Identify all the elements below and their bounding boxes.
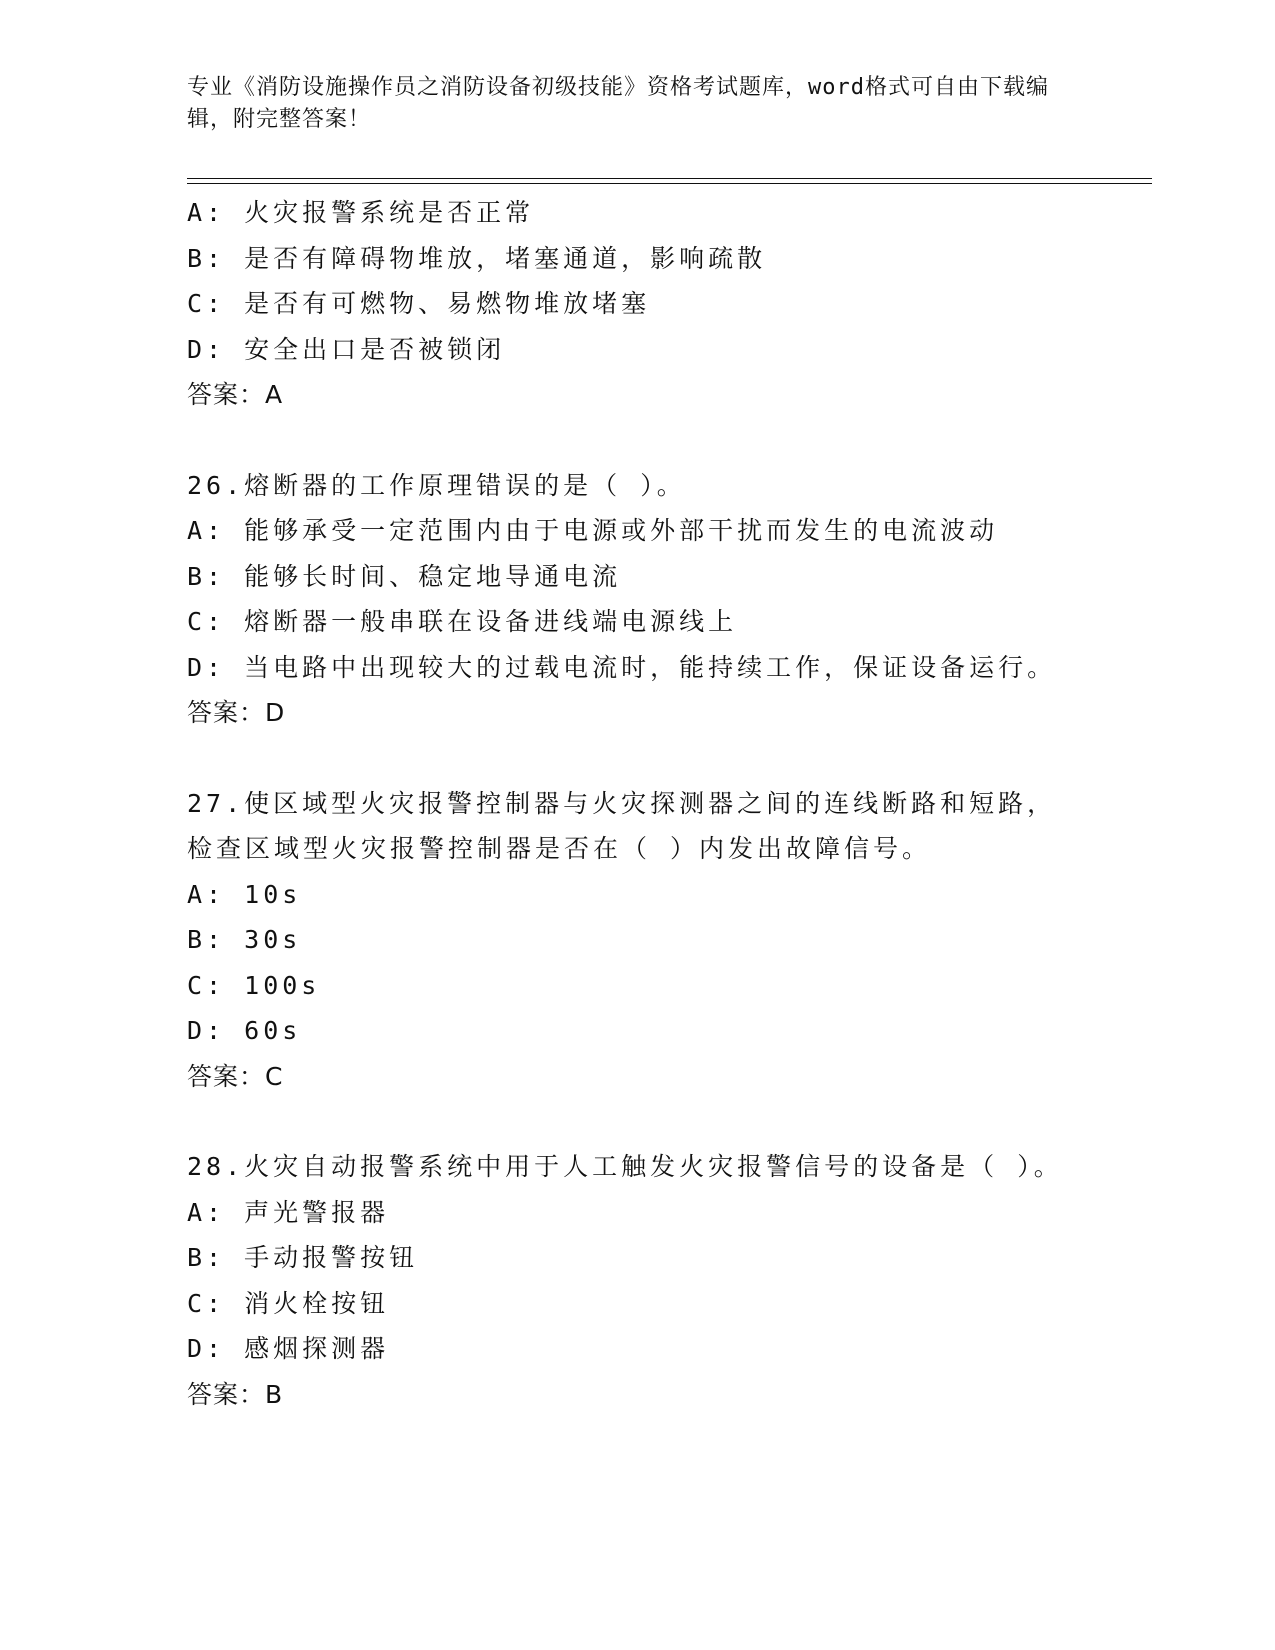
question-text: 26.熔断器的工作原理错误的是（ ）。	[187, 470, 686, 500]
option-d: D: 安全出口是否被锁闭	[187, 334, 506, 364]
answer: 答案：A	[187, 380, 284, 409]
answer: 答案：B	[187, 1379, 284, 1409]
header-rule-bottom	[187, 183, 1152, 184]
question-27-block	[187, 781, 1087, 1100]
answer: 答案：D	[187, 698, 286, 727]
option-c: C: 100s	[187, 970, 321, 1000]
question-list	[187, 190, 1087, 1417]
option-c: C: 熔断器一般串联在设备进线端电源线上	[187, 607, 738, 636]
question-26-block	[187, 463, 1087, 736]
option-a: A: 火灾报警系统是否正常	[187, 198, 535, 227]
option-a: A: 能够承受一定范围内由于电源或外部干扰而发生的电流波动	[187, 516, 999, 545]
option-d: D: 当电路中出现较大的过载电流时，能持续工作，保证设备运行。	[187, 652, 1057, 682]
option-b: B: 能够长时间、稳定地导通电流	[187, 561, 622, 591]
document-header: 专业《消防设施操作员之消防设备初级技能》资格考试题库，word格式可自由下载编辑，附完整答案！	[187, 75, 1049, 132]
question-25-block	[187, 190, 1087, 418]
option-d: D: 60s	[187, 1016, 302, 1045]
answer: 答案：C	[187, 1061, 284, 1091]
option-b: B: 是否有障碍物堆放，堵塞通道，影响疏散	[187, 243, 767, 273]
option-a: A: 声光警报器	[187, 1197, 390, 1227]
option-a: A: 10s	[187, 879, 302, 909]
question-text: 27.使区域型火灾报警控制器与火灾探测器之间的连线断路和短路，检查区域型火灾报警控制器是否在（ ）内发出故障信号。	[187, 788, 1057, 863]
option-c: C: 消火栓按钮	[187, 1288, 390, 1318]
option-d: D: 感烟探测器	[187, 1334, 390, 1363]
question-text: 28.火灾自动报警系统中用于人工触发火灾报警信号的设备是（ ）。	[187, 1152, 1063, 1181]
question-28-block	[187, 1144, 1087, 1417]
option-c: C: 是否有可燃物、易燃物堆放堵塞	[187, 289, 651, 318]
option-b: B: 手动报警按钮	[187, 1243, 419, 1272]
header-rule-top	[187, 178, 1152, 179]
option-b: B: 30s	[187, 925, 302, 954]
